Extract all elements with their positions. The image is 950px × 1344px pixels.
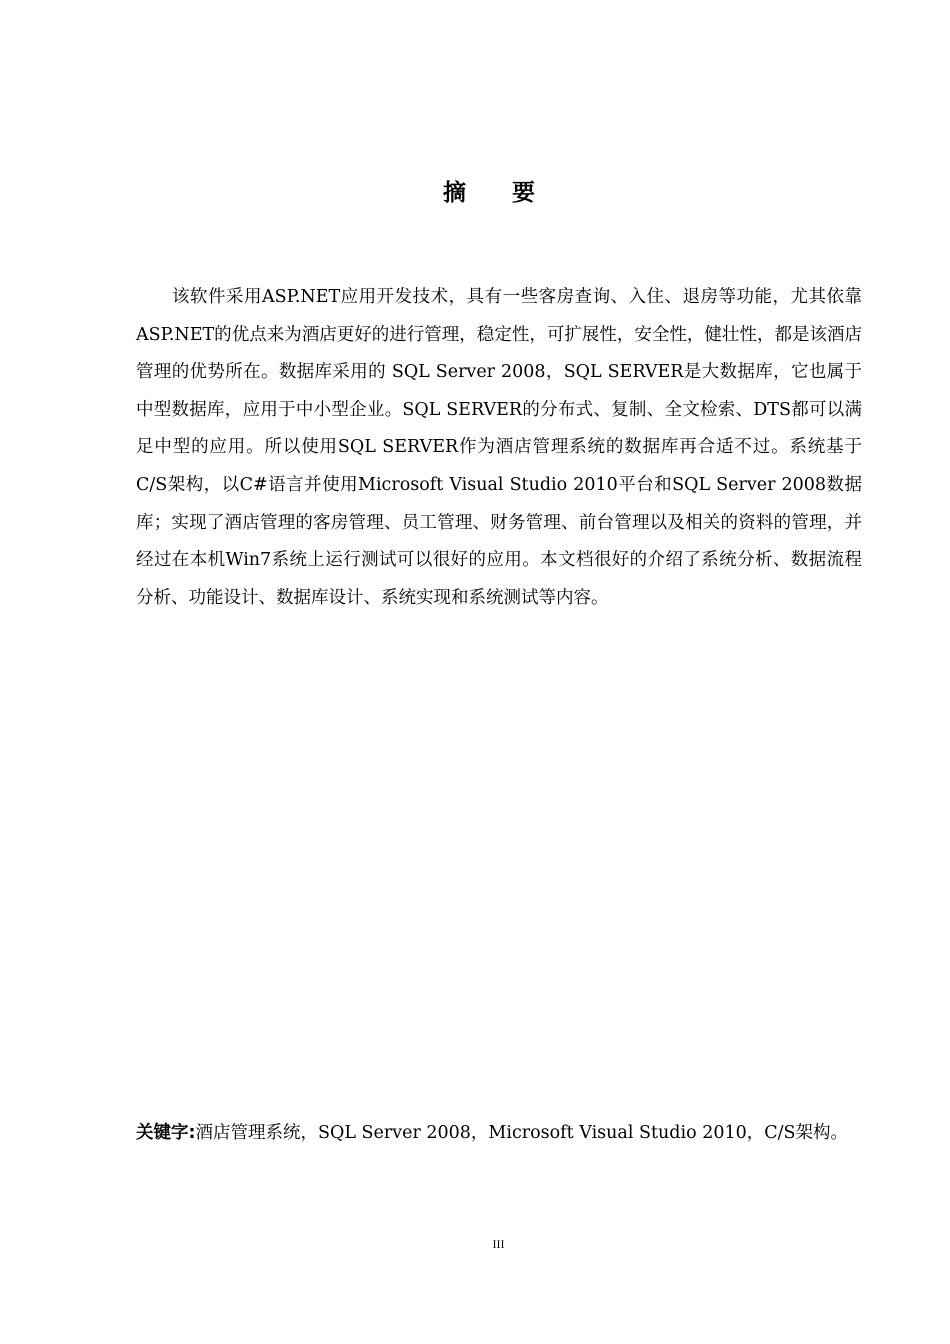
keywords-text: 酒店管理系统，SQL Server 2008，Microsoft Visual Studio 2010，C/S架构。 <box>195 1123 849 1143</box>
keywords-line <box>136 1119 896 1147</box>
abstract-body: 该软件采用ASP.NET应用开发技术，具有一些客房查询、入住、退房等功能，尤其依靠ASP.NET的优点来为酒店更好的进行管理，稳定性，可扩展性，安全性，健壮性，都是该酒店管理的优势所在。数据库采用的 SQL Server 2008，SQL SERVER是大数据库，它也属于中型数据库，应用于中小型企业。SQL SERVER的分布式、复制、全文检索、DTS都可以满足中型的应用。所以使用SQL SERVER作为酒店管理系统的数据库再合适不过。系统基于C/S架构，以C#语言并使用Microsoft Visual Studio 2010平台和SQL Server 2008数据库；实现了酒店管理的客房管理、员工管理、财务管理、前台管理以及相关的资料的管理，并经过在本机Win7系统上运行测试可以很好的应用。本文档很好的介绍了系统分析、数据流程分析、功能设计、数据库设计、系统实现和系统测试等内容。 <box>136 287 862 608</box>
keywords-label: 关键字: <box>136 1123 196 1143</box>
page-title: 摘 要 <box>442 180 554 206</box>
page-number: III <box>492 1237 505 1251</box>
